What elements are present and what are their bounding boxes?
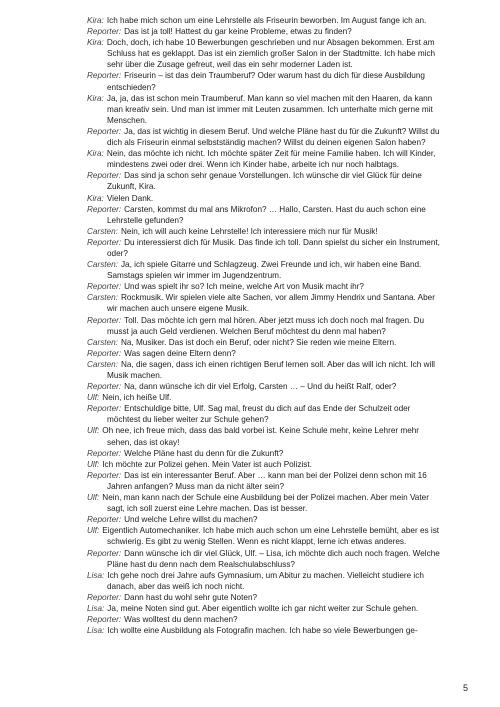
speaker-label: Reporter:: [87, 282, 122, 292]
utterance-text: Nein, das möchte ich nicht. Ich möchte später Zeit für meine Familie haben. Ich will Kinder, mindestens zwei oder drei. Wenn ich Kinder habe, arbeite ich nur noch halbtags.: [106, 149, 436, 170]
dialog-line: [87, 625, 442, 636]
dialog-line: [87, 337, 442, 348]
dialog-line: [87, 359, 442, 381]
utterance-text: Rockmusik. Wir spielen viele alte Sachen, vor allem Jimmy Hendrix und Santana. Aber wir machen auch unsere eigene Musik.: [107, 293, 435, 314]
utterance-text: Eigentlich Automechaniker. Ich habe mich auch schon um eine Lehrstelle bemüht, aber es ist schwierig. Es gibt zu wenig Stellen. Wenn es nicht klappt, lerne ich etwas anderes.: [102, 526, 440, 547]
speaker-label: Lisa:: [87, 603, 105, 613]
speaker-label: Ulf:: [87, 459, 100, 469]
speaker-label: Reporter:: [87, 27, 122, 37]
utterance-text: Ich möchte zur Polizei gehen. Mein Vater ist auch Polizist.: [102, 459, 312, 469]
dialog-line: [87, 148, 442, 170]
speaker-label: Ulf:: [87, 526, 100, 536]
page-number: 5: [462, 683, 468, 693]
utterance-text: Und welche Lehre willst du machen?: [124, 515, 258, 525]
speaker-label: Reporter:: [87, 315, 122, 325]
dialog-line: [87, 570, 442, 592]
utterance-text: Nein, ich heiße Ulf.: [102, 393, 172, 403]
dialog-line: [87, 93, 442, 126]
utterance-text: Das sind ja schon sehr genaue Vorstellungen. Ich wünsche dir viel Glück für deine Zukunft, Kira.: [107, 171, 422, 192]
speaker-label: Carsten:: [87, 337, 118, 347]
utterance-text: Und was spielt ihr so? Ich meine, welche Art von Musik macht ihr?: [124, 282, 364, 292]
speaker-label: Carsten:: [87, 293, 118, 303]
dialog-line: [87, 292, 442, 314]
speaker-label: Reporter:: [87, 404, 122, 414]
dialog-line: [87, 392, 442, 403]
speaker-label: Kira:: [87, 38, 104, 48]
speaker-label: Reporter:: [87, 515, 122, 525]
dialog-line: [87, 15, 442, 26]
utterance-text: Ja, ich spiele Gitarre und Schlagzeug. Zwei Freunde und ich, wir haben eine Band. Samstags spielen wir immer im Jugendzentrum.: [107, 260, 422, 281]
dialog-line: [87, 592, 442, 603]
utterance-text: Nein, man kann nach der Schule eine Ausbildung bei der Polizei machen. Aber mein Vater sagt, ich soll zuerst eine Lehre machen. Das ist besser.: [102, 493, 429, 514]
utterance-text: Welche Pläne hast du denn für die Zukunft?: [124, 448, 284, 458]
speaker-label: Reporter:: [87, 548, 122, 558]
speaker-label: Reporter:: [87, 204, 122, 214]
speaker-label: Reporter:: [87, 470, 122, 480]
dialog-line: [87, 259, 442, 281]
dialog-line: [87, 614, 442, 625]
speaker-label: Lisa:: [87, 626, 105, 636]
speaker-label: Carsten:: [87, 260, 118, 270]
utterance-text: Na, dann wünsche ich dir viel Erfolg, Carsten … – Und du heißt Ralf, oder?: [124, 382, 397, 392]
speaker-label: Reporter:: [87, 348, 122, 358]
utterance-text: Entschuldige bitte, Ulf. Sag mal, freust du dich auf das Ende der Schulzeit oder möchtest du lieber weiter zur Schule gehen?: [107, 404, 411, 425]
utterance-text: Dann wünsche ich dir viel Glück, Ulf. – Lisa, ich möchte dich auch noch fragen. Welche Pläne hast du denn nach dem Realschulabschluss?: [107, 548, 440, 569]
utterance-text: Carsten, kommst du mal ans Mikrofon? … Hallo, Carsten. Hast du auch schon eine Lehrstelle gefunden?: [107, 204, 426, 225]
speaker-label: Reporter:: [87, 592, 122, 602]
dialog-line: [87, 381, 442, 392]
speaker-label: Kira:: [87, 149, 104, 159]
utterance-text: Was sagen deine Eltern denn?: [124, 348, 236, 358]
utterance-text: Vielen Dank.: [106, 193, 154, 203]
speaker-label: Ulf:: [87, 426, 100, 436]
dialog-line: [87, 170, 442, 192]
utterance-text: Ich wollte eine Ausbildung als Fotografin machen. Ich habe so viele Bewerbungen ge-: [107, 626, 418, 636]
dialog-line: [87, 37, 442, 70]
dialog-line: [87, 26, 442, 37]
utterance-text: Das ist ein interessanter Beruf. Aber … kann man bei der Polizei denn schon mit 16 Jahren anfangen? Muss man da nicht älter sein?: [107, 470, 427, 491]
dialog-line: [87, 470, 442, 492]
utterance-text: Friseurin – ist das dein Traumberuf? Oder warum hast du dich für diese Ausbildung entschieden?: [107, 71, 425, 92]
dialog-line: [87, 492, 442, 514]
dialog-line: [87, 459, 442, 470]
dialog-line: [87, 204, 442, 226]
speaker-label: Kira:: [87, 193, 104, 203]
speaker-label: Reporter:: [87, 448, 122, 458]
dialog-line: [87, 70, 442, 92]
utterance-text: Was wolltest du denn machen?: [124, 615, 238, 625]
speaker-label: Reporter:: [87, 126, 122, 136]
interview-transcript: [87, 15, 442, 636]
dialog-line: [87, 193, 442, 204]
speaker-label: Carsten:: [87, 359, 118, 369]
utterance-text: Ja, das ist wichtig in diesem Beruf. Und welche Pläne hast du für die Zukunft? Willst du dich als Friseurin einmal selbstständig machen? Willst du deinen eigenen Salon haben?: [107, 126, 440, 148]
utterance-text: Ich gehe noch drei Jahre aufs Gymnasium, um Abitur zu machen. Vielleicht studiere ich danach, aber das weiß ich noch nicht.: [107, 570, 424, 591]
utterance-text: Das ist ja toll! Hattest du gar keine Probleme, etwas zu finden?: [124, 27, 352, 37]
dialog-line: [87, 237, 442, 259]
speaker-label: Lisa:: [87, 570, 105, 580]
utterance-text: Na, Musiker. Das ist doch ein Beruf, oder nicht? Sie reden wie meine Eltern.: [120, 337, 397, 347]
speaker-label: Reporter:: [87, 171, 122, 181]
dialog-line: [87, 126, 442, 148]
dialog-line: [87, 425, 442, 447]
speaker-label: Kira:: [87, 93, 104, 103]
utterance-text: Toll. Das möchte ich gern mal hören. Aber jetzt muss ich doch noch mal fragen. Du musst ja auch Geld verdienen. Welchen Beruf möchtest du denn mal haben?: [107, 315, 425, 336]
utterance-text: Oh nee, ich freue mich, dass das bald vorbei ist. Keine Schule mehr, keine Lehrer mehr sehen, das ist okay!: [102, 426, 420, 447]
dialog-line: [87, 548, 442, 570]
dialog-line: [87, 348, 442, 359]
speaker-label: Reporter:: [87, 71, 122, 81]
speaker-label: Carsten:: [87, 226, 118, 236]
speaker-label: Ulf:: [87, 393, 100, 403]
utterance-text: Nein, ich will auch keine Lehrstelle! Ich interessiere mich nur für Musik!: [120, 226, 378, 236]
utterance-text: Doch, doch, ich habe 10 Bewerbungen geschrieben und nur Absagen bekommen. Erst am Schluss hat es geklappt. Das ist ein ziemlich großer Salon in der Stadtmitte. Ich habe mich sehr über die Zusage gefreut, weil das ein sehr moderner Laden ist.: [106, 38, 436, 70]
dialog-line: [87, 403, 442, 425]
dialog-line: [87, 281, 442, 292]
dialog-line: [87, 315, 442, 337]
dialog-line: [87, 514, 442, 525]
dialog-line: [87, 603, 442, 614]
speaker-label: Ulf:: [87, 493, 100, 503]
speaker-label: Reporter:: [87, 615, 122, 625]
dialog-line: [87, 448, 442, 459]
utterance-text: Ich habe mich schon um eine Lehrstelle als Friseurin beworben. Im August fange ich an.: [106, 16, 427, 25]
speaker-label: Kira:: [87, 16, 104, 25]
utterance-text: Du interessierst dich für Musik. Das finde ich toll. Dann spielst du sicher ein Instrument, oder?: [107, 237, 440, 258]
utterance-text: Ja, meine Noten sind gut. Aber eigentlich wollte ich gar nicht weiter zur Schule gehen.: [107, 603, 419, 613]
speaker-label: Reporter:: [87, 237, 122, 247]
dialog-line: [87, 226, 442, 237]
speaker-label: Reporter:: [87, 382, 122, 392]
utterance-text: Ja, ja, das ist schon mein Traumberuf. Man kann so viel machen mit den Haaren, da kann man kreativ sein. Und man ist immer mit Leuten zusammen. Ich unterhalte mich gerne mit Menschen.: [106, 93, 433, 125]
dialog-line: [87, 525, 442, 547]
utterance-text: Na, die sagen, dass ich einen richtigen Beruf lernen soll. Aber das will ich nicht. Ich will Musik machen.: [107, 359, 435, 380]
utterance-text: Dann hast du wohl sehr gute Noten?: [124, 592, 258, 602]
